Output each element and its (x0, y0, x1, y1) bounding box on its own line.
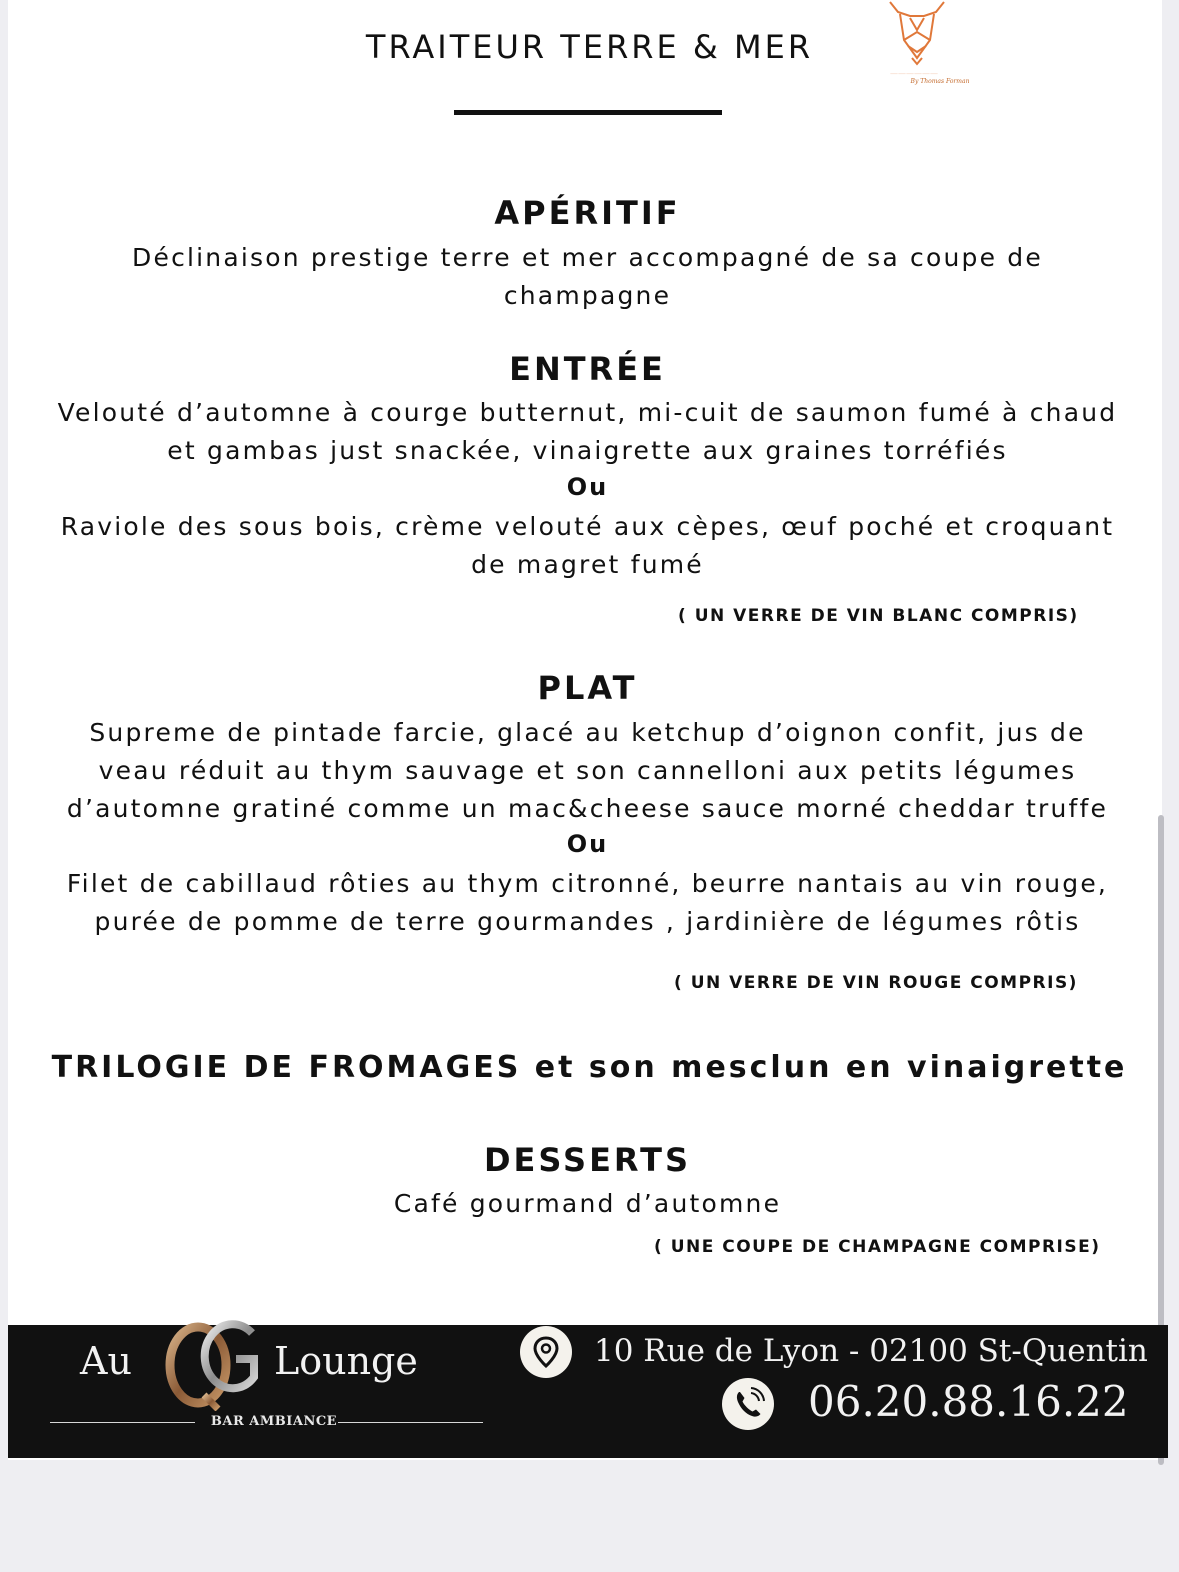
aperitif-line: Déclinaison prestige terre et mer accompagné de sa coupe de (132, 243, 1043, 272)
plat-option-1-line: veau réduit au thym sauvage et son cannelloni aux petits légumes (98, 756, 1077, 785)
entree-option-1-line: Velouté d’automne à courge butternut, mi-cuit de saumon fumé à chaud (57, 398, 1118, 427)
logo-word-lounge: Lounge (274, 1339, 418, 1383)
plat-option-1-line: Supreme de pintade farcie, glacé au ketchup d’oignon confit, jus de (89, 718, 1086, 747)
brand-caption: By Thomas Forman (910, 78, 970, 85)
logo-subtitle: BAR AMBIANCE (210, 1414, 338, 1429)
footer-phone: 06.20.88.16.22 (808, 1377, 1129, 1426)
desserts-champagne-note: ( UNE COUPE DE CHAMPAGNE COMPRISE) (654, 1237, 1101, 1257)
svg-text:——————: —————— (890, 69, 938, 78)
plat-heading: PLAT (537, 669, 638, 707)
desserts-heading: DESSERTS (483, 1141, 691, 1179)
plat-option-2 (40, 865, 1135, 941)
plat-option-1 (40, 714, 1135, 828)
phone-icon (722, 1378, 774, 1430)
aperitif-heading: APÉRITIF (494, 194, 681, 232)
entree-option-2-line: de magret fumé (471, 550, 704, 579)
cheese-course: TRILOGIE DE FROMAGES et son mesclun en vinaigrette (51, 1050, 1128, 1085)
title-underline (454, 110, 722, 115)
desserts-description: Café gourmand d’automne (393, 1189, 782, 1218)
menu-title: TRAITEUR TERRE & MER (365, 28, 814, 66)
entree-heading: ENTRÉE (509, 350, 666, 388)
plat-option-1-line: d’automne gratiné comme un mac&cheese sauce morné cheddar truffe (66, 794, 1109, 823)
footer-banner (8, 1325, 1168, 1458)
logo-word-au: Au (80, 1339, 132, 1383)
entree-option-2-line: Raviole des sous bois, crème velouté aux cèpes, œuf poché et croquant (60, 512, 1115, 541)
plat-wine-note: ( UN VERRE DE VIN ROUGE COMPRIS) (674, 973, 1078, 993)
entree-wine-note: ( UN VERRE DE VIN BLANC COMPRIS) (678, 606, 1079, 626)
plat-option-2-line: Filet de cabillaud rôties au thym citronné, beurre nantais au vin rouge, (66, 869, 1109, 898)
qg-monogram-logo-icon (156, 1303, 274, 1411)
aperitif-description (40, 239, 1135, 315)
plat-or-label: Ou (566, 830, 609, 858)
entree-option-2 (40, 508, 1135, 584)
entree-option-1-line: et gambas just snackée, vinaigrette aux graines torréfiés (167, 436, 1008, 465)
entree-or-label: Ou (566, 473, 609, 501)
entree-option-1 (40, 394, 1135, 470)
map-pin-icon (520, 1326, 572, 1378)
footer-address: 10 Rue de Lyon - 02100 St-Quentin (594, 1333, 1148, 1369)
aperitif-line: champagne (503, 281, 672, 310)
plat-option-2-line: purée de pomme de terre gourmandes , jardinière de légumes rôtis (94, 907, 1081, 936)
